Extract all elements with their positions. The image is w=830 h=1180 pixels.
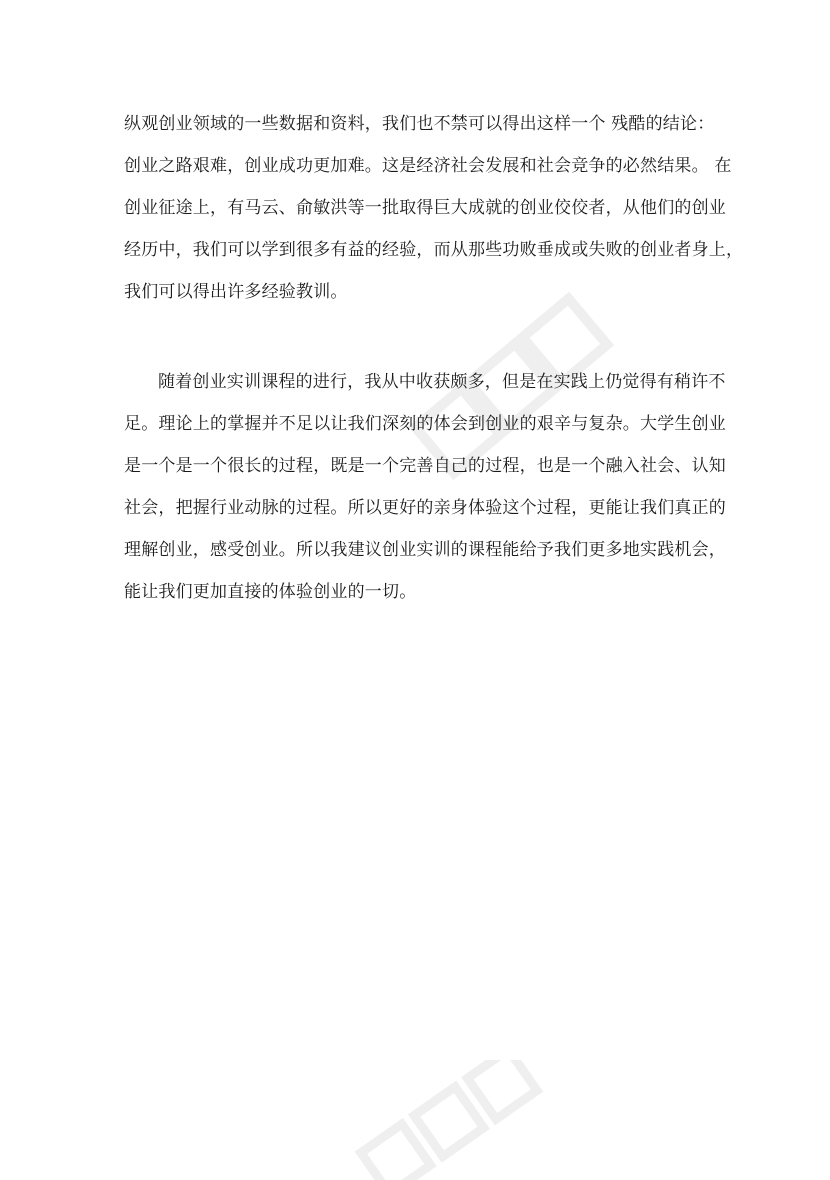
paragraph-2-line-1: 随着创业实训课程的进行，我从中收获颇多，但是在实践上仍觉得有稍许不 <box>158 372 726 392</box>
paragraph-2-line-2: 足。理论上的掌握并不足以让我们深刻的体会到创业的艰辛与复杂。大学生创业 <box>124 414 726 434</box>
paragraph-2-line-5: 理解创业，感受创业。所以我建议创业实训的课程能给予我们更多地实践机会， <box>124 540 726 560</box>
paragraph-1-line-1: 纵观创业领域的一些数据和资料，我们也不禁可以得出这样一个 残酷的结论： <box>124 114 715 134</box>
paragraph-1-line-4: 经历中，我们可以学到很多有益的经验，而从那些功败垂成或失败的创业者身上， <box>124 240 744 260</box>
watermark-graphic-bottom <box>330 1060 590 1180</box>
paragraph-1-line-3: 创业征途上，有马云、俞敏洪等一批取得巨大成就的创业佼佼者，从他们的创业 <box>124 198 726 218</box>
paragraph-2-line-6: 能让我们更加直接的体验创业的一切。 <box>124 582 417 602</box>
paragraph-1-line-2: 创业之路艰难，创业成功更加难。这是经济社会发展和社会竞争的必然结果。 在 <box>124 156 732 176</box>
paragraph-1-line-5: 我们可以得出许多经验教训。 <box>124 282 348 302</box>
paragraph-2-line-3: 是一个是一个很长的过程，既是一个完善自己的过程，也是一个融入社会、认知 <box>124 456 726 476</box>
paragraph-2-line-4: 社会，把握行业动脉的过程。所以更好的亲身体验这个过程，更能让我们真正的 <box>124 498 726 518</box>
